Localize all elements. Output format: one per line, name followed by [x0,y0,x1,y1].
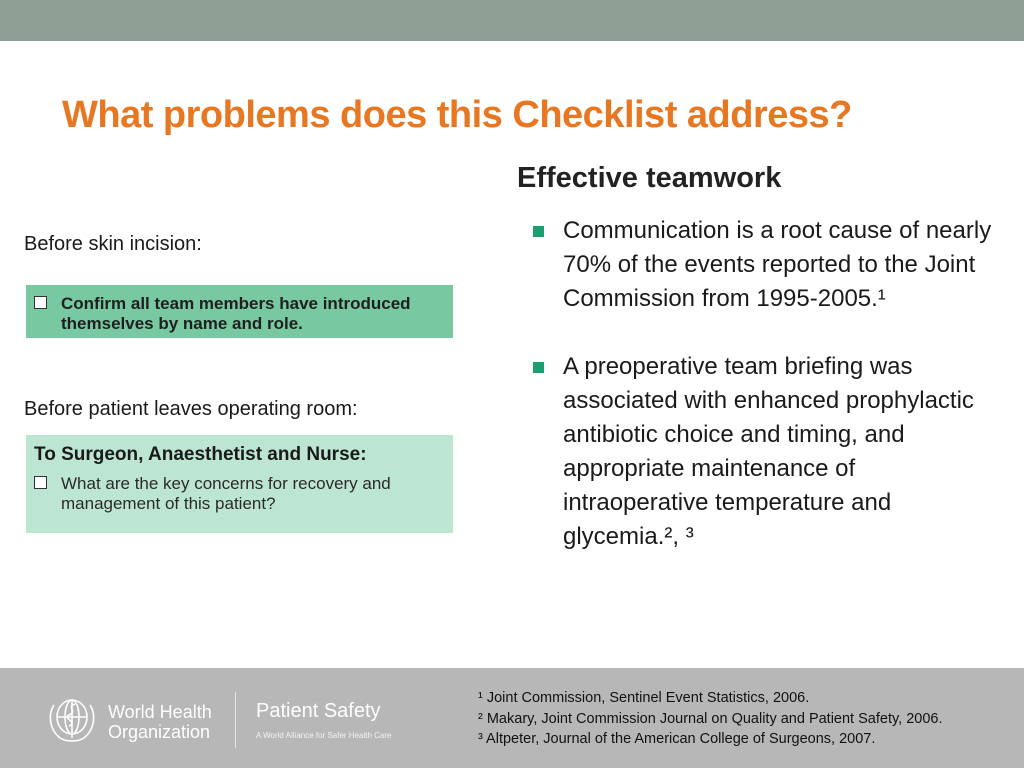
reference-1: ¹ Joint Commission, Sentinel Event Statistics, 2006. [478,690,810,706]
bullet-item [533,350,1003,554]
bullet-text: A preoperative team briefing was associated with enhanced prophylactic antibiotic choice and timing, and appropriate maintenance of intraoperative temperature and glycemia.², ³ [563,353,974,550]
reference-3: ³ Altpeter, Journal of the American College of Surgeons, 2007. [478,731,876,747]
bullet-item [533,214,1003,316]
bullet-list [533,214,1003,588]
before-patient-leaves-label: Before patient leaves operating room: [24,398,358,420]
top-bar [0,0,1024,41]
checklist-item-introductions [26,285,453,338]
bullet-text: Communication is a root cause of nearly 70% of the events reported to the Joint Commission from 1995-2005.¹ [563,217,992,312]
slide-title: What problems does this Checklist address? [62,94,852,136]
checklist-item-text: Confirm all team members have introduced themselves by name and role. [61,294,411,333]
footer-divider [235,692,236,748]
references [478,688,943,750]
square-bullet-icon [533,226,544,237]
checklist-item-text: What are the key concerns for recovery and management of this patient? [61,474,391,513]
patient-safety-title: Patient Safety [256,700,381,722]
square-bullet-icon [533,362,544,373]
checklist-section-heading: To Surgeon, Anaesthetist and Nurse: [34,444,367,465]
checkbox-icon [34,476,47,489]
checklist-item-concerns [26,435,453,533]
before-skin-incision-label: Before skin incision: [24,233,202,255]
checkbox-icon [34,296,47,309]
reference-2: ² Makary, Joint Commission Journal on Quality and Patient Safety, 2006. [478,710,943,727]
effective-teamwork-heading: Effective teamwork [517,162,782,194]
who-emblem-icon [44,694,100,746]
patient-safety-tagline: A World Alliance for Safer Health Care [256,731,392,740]
who-organization-name: World Health Organization [108,702,212,742]
